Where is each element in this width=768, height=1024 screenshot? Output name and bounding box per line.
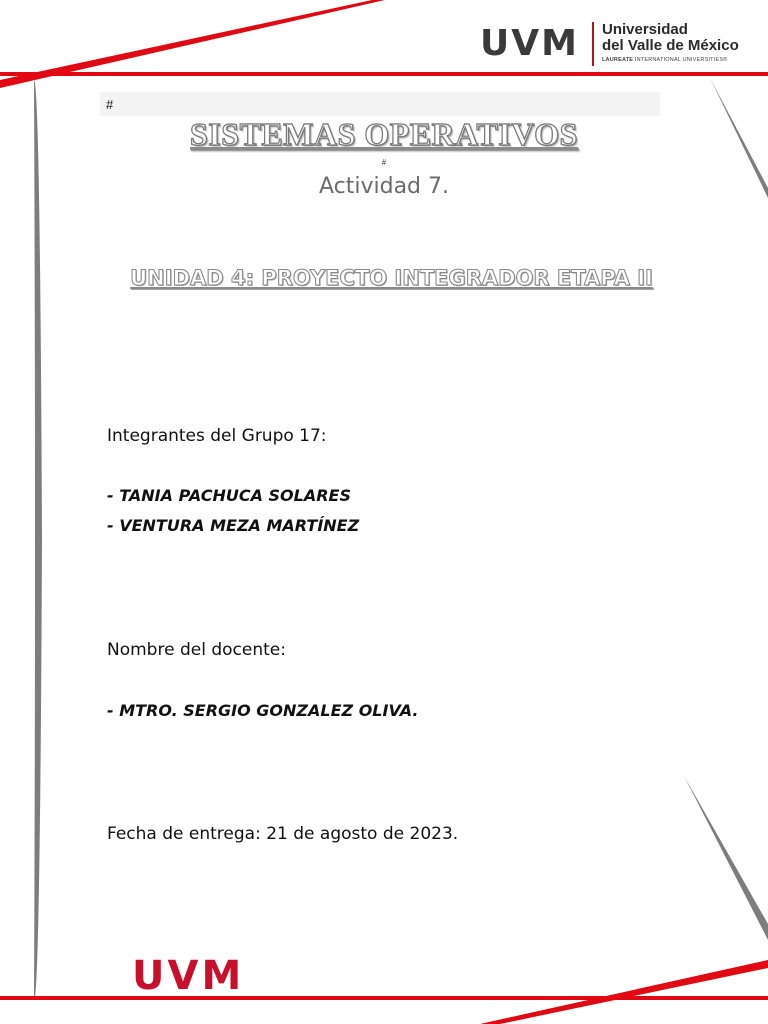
laureate-word: LAUREATE [602,57,634,63]
activity-subtitle: Actividad 7. [318,174,450,199]
uvm-footer-logo: UVM [132,953,245,999]
due-date: Fecha de entrega: 21 de agosto de 2023. [107,824,459,844]
hash-top: # [106,97,114,112]
member-item: - VENTURA MEZA MARTÍNEZ [107,516,360,535]
teacher-name: - MTRO. SERGIO GONZALEZ OLIVA. [107,701,419,720]
left-gray-stroke [34,80,42,1000]
laureate-rest: INTERNATIONAL UNIVERSITIES® [633,57,728,63]
bottom-right-gray-stroke [684,776,768,940]
document-title: SISTEMAS OPERATIVOS [190,116,578,152]
laureate-tagline [602,57,727,63]
university-name-line2: del Valle de México [602,37,739,54]
bottom-red-line [0,996,768,1000]
teacher-label: Nombre del docente: [107,640,286,660]
hash-small: # [381,158,387,167]
bottom-right-red-stroke [480,960,768,1024]
uvm-logo-mark: UVM [480,23,579,64]
hash-placeholder-bar [100,92,660,116]
top-red-line [0,72,768,76]
uvm-header-logo [480,20,750,68]
logo-divider [592,22,594,66]
member-item: - TANIA PACHUCA SOLARES [107,486,352,505]
unit-title: UNIDAD 4: PROYECTO INTEGRADOR ETAPA II [130,266,653,290]
members-label: Integrantes del Grupo 17: [107,426,327,446]
university-name-line1: Universidad [602,21,688,38]
